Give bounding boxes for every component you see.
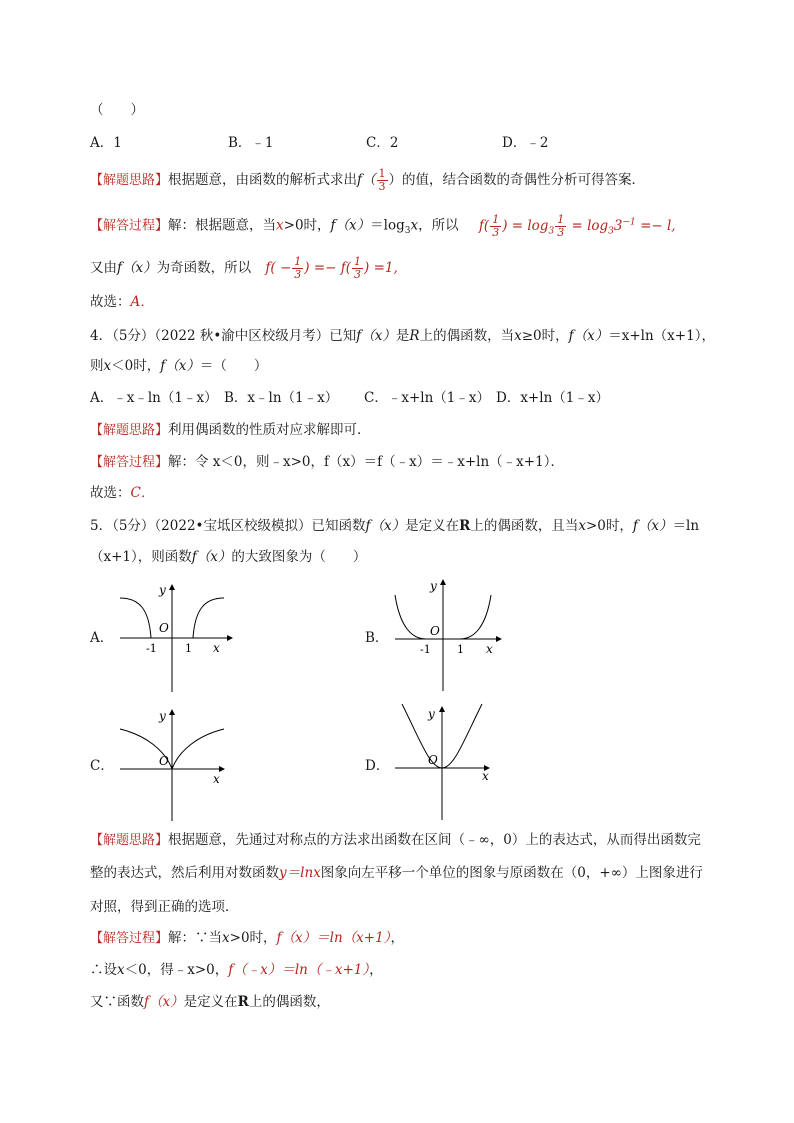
svg-text:-1: -1: [146, 642, 157, 655]
svg-text:y: y: [428, 707, 435, 721]
q5-hint-line3: 对照，得到正确的选项．: [90, 899, 239, 915]
q5-process-line1: 【解答过程】解：∵当x>0时，f（x）＝ln（x+1），: [90, 930, 404, 946]
q3-odd-math: f( − $\frac{1}{3}$ ) =− f( $\frac{1}{3}$ ) =1,: [265, 255, 398, 281]
q3-answer: [90, 292, 154, 312]
var-x: x: [276, 217, 284, 234]
svg-text:1: 1: [457, 643, 464, 656]
hint-text-tail: ）的值，结合函数的奇偶性分析可得答案．: [388, 172, 646, 188]
graph-b-label: B．: [365, 630, 389, 646]
q3-odd: [90, 256, 398, 281]
odd-pre: 又由: [90, 260, 117, 276]
svg-text:x: x: [486, 642, 493, 656]
process-text: 解：根据题意，当: [168, 217, 277, 234]
var-x2: x: [410, 217, 419, 234]
svg-text:x: x: [213, 641, 220, 655]
so-text: ，所以: [418, 217, 459, 234]
graph-b[interactable]: [390, 575, 510, 695]
process-text: 解：令 x＜0，则﹣x>0，f（x）＝f（﹣x）＝﹣x+ln（﹣x+1）．: [168, 454, 564, 470]
fraction-one-third: $\frac{1}{3}$: [378, 167, 386, 193]
answer-label: 故选：: [90, 294, 131, 310]
graph-d-label: D．: [365, 758, 390, 774]
hint-text: 根据题意，由函数的解析式求出: [168, 172, 358, 188]
svg-text:O: O: [159, 621, 169, 635]
q3-options: [90, 133, 548, 153]
q3-hint: [90, 168, 645, 193]
q4-option-b[interactable]: B．x﹣ln（1﹣x）: [224, 390, 339, 406]
q4-option-a[interactable]: A．﹣x﹣ln（1﹣x）: [90, 390, 218, 406]
svg-text:O: O: [159, 754, 169, 768]
process-tag: 【解答过程】: [90, 218, 169, 234]
hint-text: 利用偶函数的性质对应求解即可．: [168, 422, 371, 438]
q4-option-d[interactable]: D．x+ln（1﹣x）: [496, 390, 609, 406]
graph-c-label: C．: [90, 758, 114, 774]
graph-d[interactable]: [390, 700, 510, 822]
q5-stem-line1: 5．（5分）（2022•宝坻区校级模拟）已知函数f（x）是定义在R上的偶函数，且当x>0时，f（x）＝ln: [90, 518, 700, 534]
math-f-negx: f（﹣x）＝ln（﹣x+1）: [228, 962, 370, 978]
graph-a[interactable]: [115, 580, 235, 695]
q4-stem-line1: 4．（5分）（2022 秋•渝中区校级月考）已知f（x）是R上的偶函数，当x≥0时，f（x）＝x+ln（x+1），: [90, 328, 715, 344]
q4-hint: [90, 420, 371, 441]
svg-text:O: O: [430, 624, 440, 638]
svg-text:y: y: [159, 583, 166, 597]
q3-math-expression: f( $\frac{1}{3}$ ) = $\log_3$ $\frac{1}{3}$ = $\log_33^{-1} =- l$,: [478, 212, 676, 239]
odd-mid: 为奇函数，所以: [156, 260, 252, 276]
odd-func: f（x）: [117, 260, 157, 276]
q3-option-d[interactable]: D．﹣2: [502, 135, 549, 151]
svg-text:1: 1: [185, 642, 192, 655]
hint-text: 根据题意，先通过对称点的方法求出函数在区间（﹣∞，0）上的表达式，从而得出函数完: [168, 832, 701, 848]
hint-tag: 【解题思路】: [90, 173, 169, 188]
q3-option-a[interactable]: A．1: [90, 135, 122, 151]
graph-c[interactable]: [115, 705, 235, 823]
svg-text:x: x: [213, 772, 220, 786]
graph-a-label: A．: [90, 630, 114, 646]
answer-label: 故选：: [90, 485, 131, 501]
log-eq: ＝log: [370, 217, 405, 234]
log-base: 3: [404, 226, 411, 237]
process-tag: 【解答过程】: [90, 931, 169, 946]
answer-value: A．: [130, 294, 154, 310]
q3-process: [90, 212, 676, 241]
process-tag: 【解答过程】: [90, 455, 169, 470]
q5-process-line3: 又∵函数f（x）是定义在R上的偶函数，: [90, 994, 330, 1010]
math-lnx: y＝lnx: [279, 865, 321, 881]
q4-process: [90, 452, 564, 473]
q3-paren: （ ）: [90, 102, 144, 118]
q4-stem-line2: 则x＜0时，f（x）＝（ ）: [90, 358, 268, 374]
q5-process-line2: ∴设x＜0，得﹣x>0，f（﹣x）＝ln（﹣x+1），: [90, 962, 383, 978]
math-fx-ln: f（x）＝ln（x+1）: [276, 930, 391, 946]
hint-tag: 【解题思路】: [90, 833, 169, 848]
func-fx: f（x）: [330, 217, 371, 234]
q5-hint-line2: 整的表达式，然后利用对数函数y＝lnx图象向左平移一个单位的图象与原函数在（0，+∞）上图象进行: [90, 865, 703, 881]
q4-options: [90, 388, 609, 408]
answer-value: C．: [130, 485, 155, 501]
q3-option-c[interactable]: C．2: [366, 135, 399, 151]
svg-text:y: y: [430, 579, 437, 593]
svg-text:O: O: [428, 753, 438, 767]
hint-func: f（: [357, 172, 376, 188]
svg-text:x: x: [482, 769, 489, 783]
svg-text:-1: -1: [420, 643, 431, 656]
svg-text:y: y: [159, 709, 166, 723]
q4-answer: [90, 483, 154, 503]
hint-tag: 【解题思路】: [90, 423, 169, 438]
q5-hint-line1: [90, 830, 701, 851]
q5-stem-line2: （x+1），则函数f（x）的大致图象为（ ）: [90, 549, 367, 565]
process-cond: >0时，: [283, 217, 331, 234]
q3-option-b[interactable]: B．﹣1: [228, 135, 274, 151]
q4-option-c[interactable]: C．﹣x+ln（1﹣x）: [364, 390, 490, 406]
